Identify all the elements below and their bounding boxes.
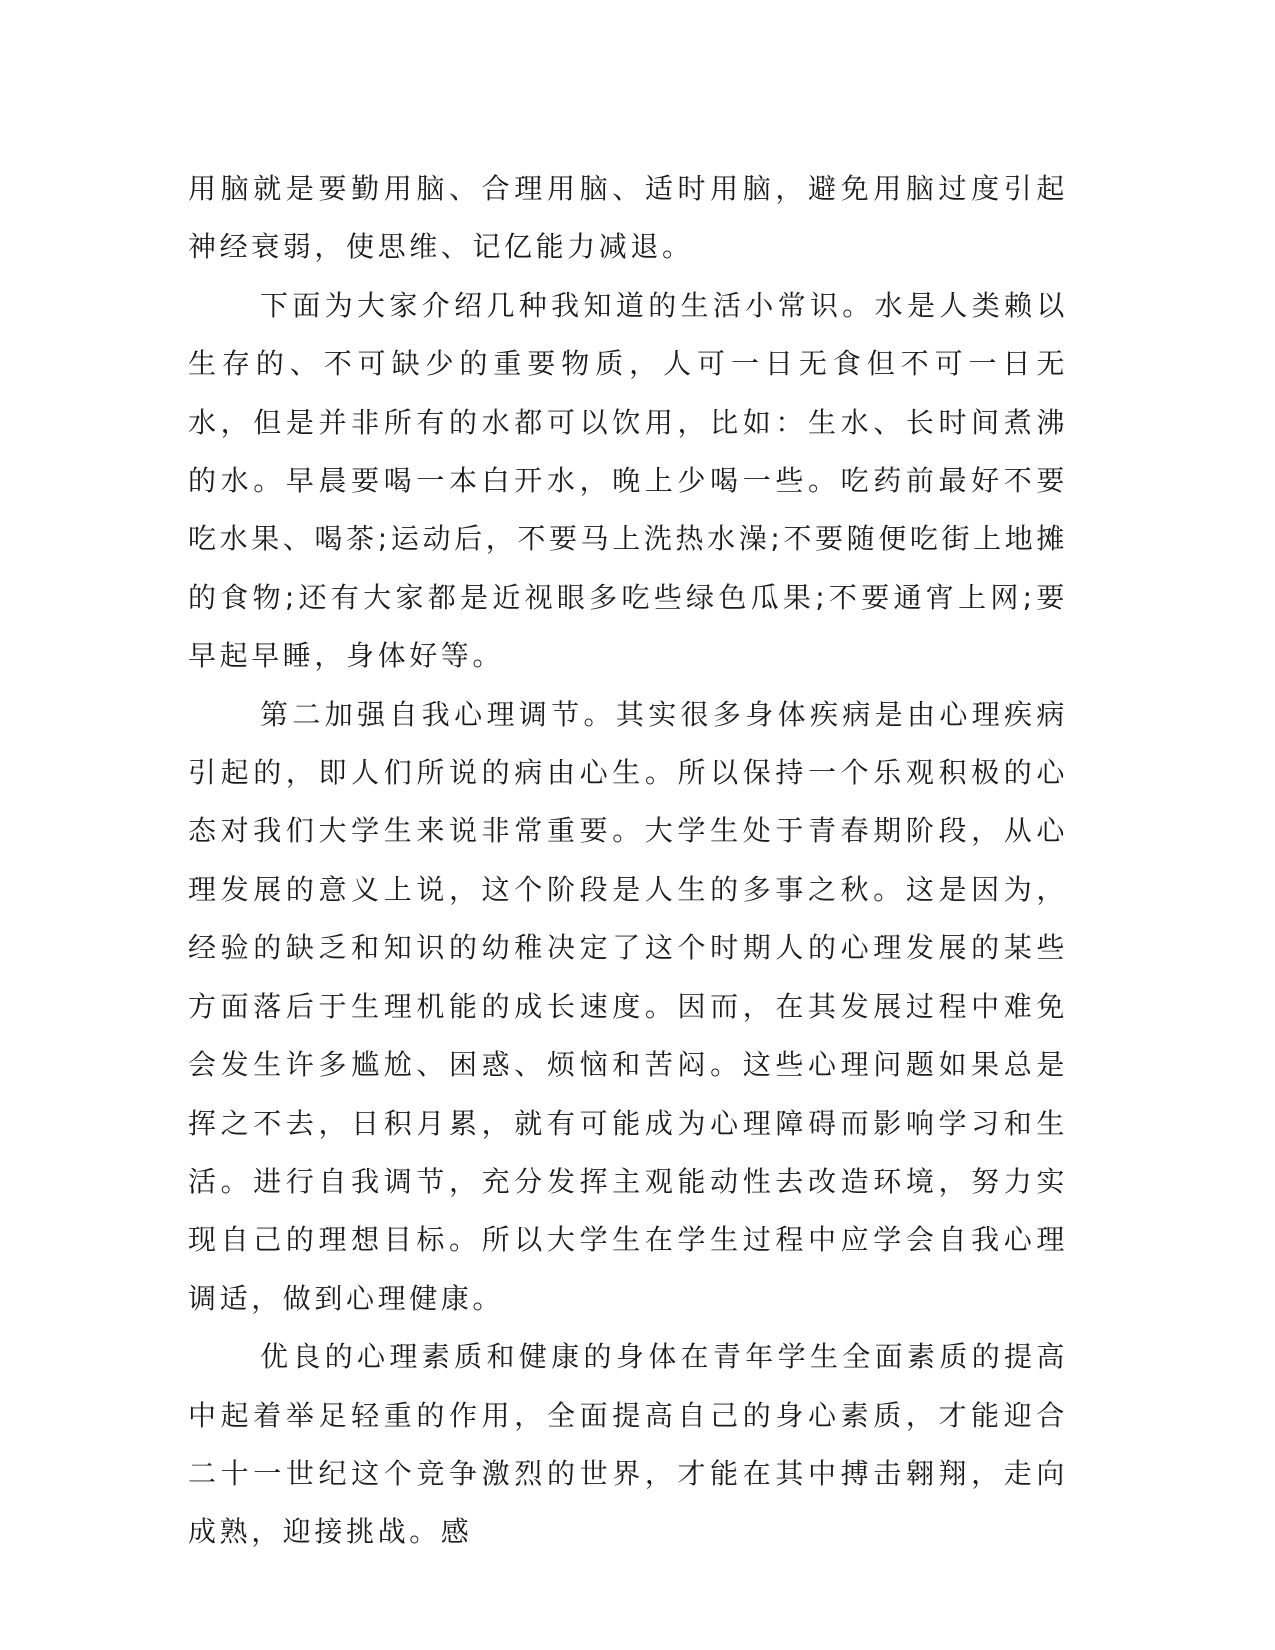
body-text	[188, 160, 1068, 1562]
paragraph-self-regulation: 第二加强自我心理调节。其实很多身体疾病是由心理疾病引起的，即人们所说的病由心生。所以保持一个乐观积极的心态对我们大学生来说非常重要。大学生处于青春期阶段，从心理发展的意义上说，这个阶段是人生的多事之秋。这是因为，经验的缺乏和知识的幼稚决定了这个时期人的心理发展的某些方面落后于生理机能的成长速度。因而，在其发展过程中难免会发生许多尴尬、困惑、烦恼和苦闷。这些心理问题如果总是挥之不去，日积月累，就有可能成为心理障碍而影响学习和生活。进行自我调节，充分发挥主观能动性去改造环境，努力实现自己的理想目标。所以大学生在学生过程中应学会自我心理调适，做到心理健康。	[188, 697, 1068, 1315]
paragraph-conclusion: 优良的心理素质和健康的身体在青年学生全面素质的提高中起着举足轻重的作用，全面提高自己的身心素质，才能迎合二十一世纪这个竞争激烈的世界，才能在其中搏击翱翔，走向成熟，迎接挑战。感	[188, 1340, 1068, 1549]
paragraph-life-tips: 下面为大家介绍几种我知道的生活小常识。水是人类赖以生存的、不可缺少的重要物质，人可一日无食但不可一日无水，但是并非所有的水都可以饮用，比如：生水、长时间煮沸的水。早晨要喝一本白开水，晚上少喝一些。吃药前最好不要吃水果、喝茶;运动后，不要马上洗热水澡;不要随便吃街上地摊的食物;还有大家都是近视眼多吃些绿色瓜果;不要通宵上网;要早起早睡，身体好等。	[188, 288, 1068, 673]
paragraph-continuation: 用脑就是要勤用脑、合理用脑、适时用脑，避免用脑过度引起神经衰弱，使思维、记亿能力减退。	[188, 172, 1068, 264]
